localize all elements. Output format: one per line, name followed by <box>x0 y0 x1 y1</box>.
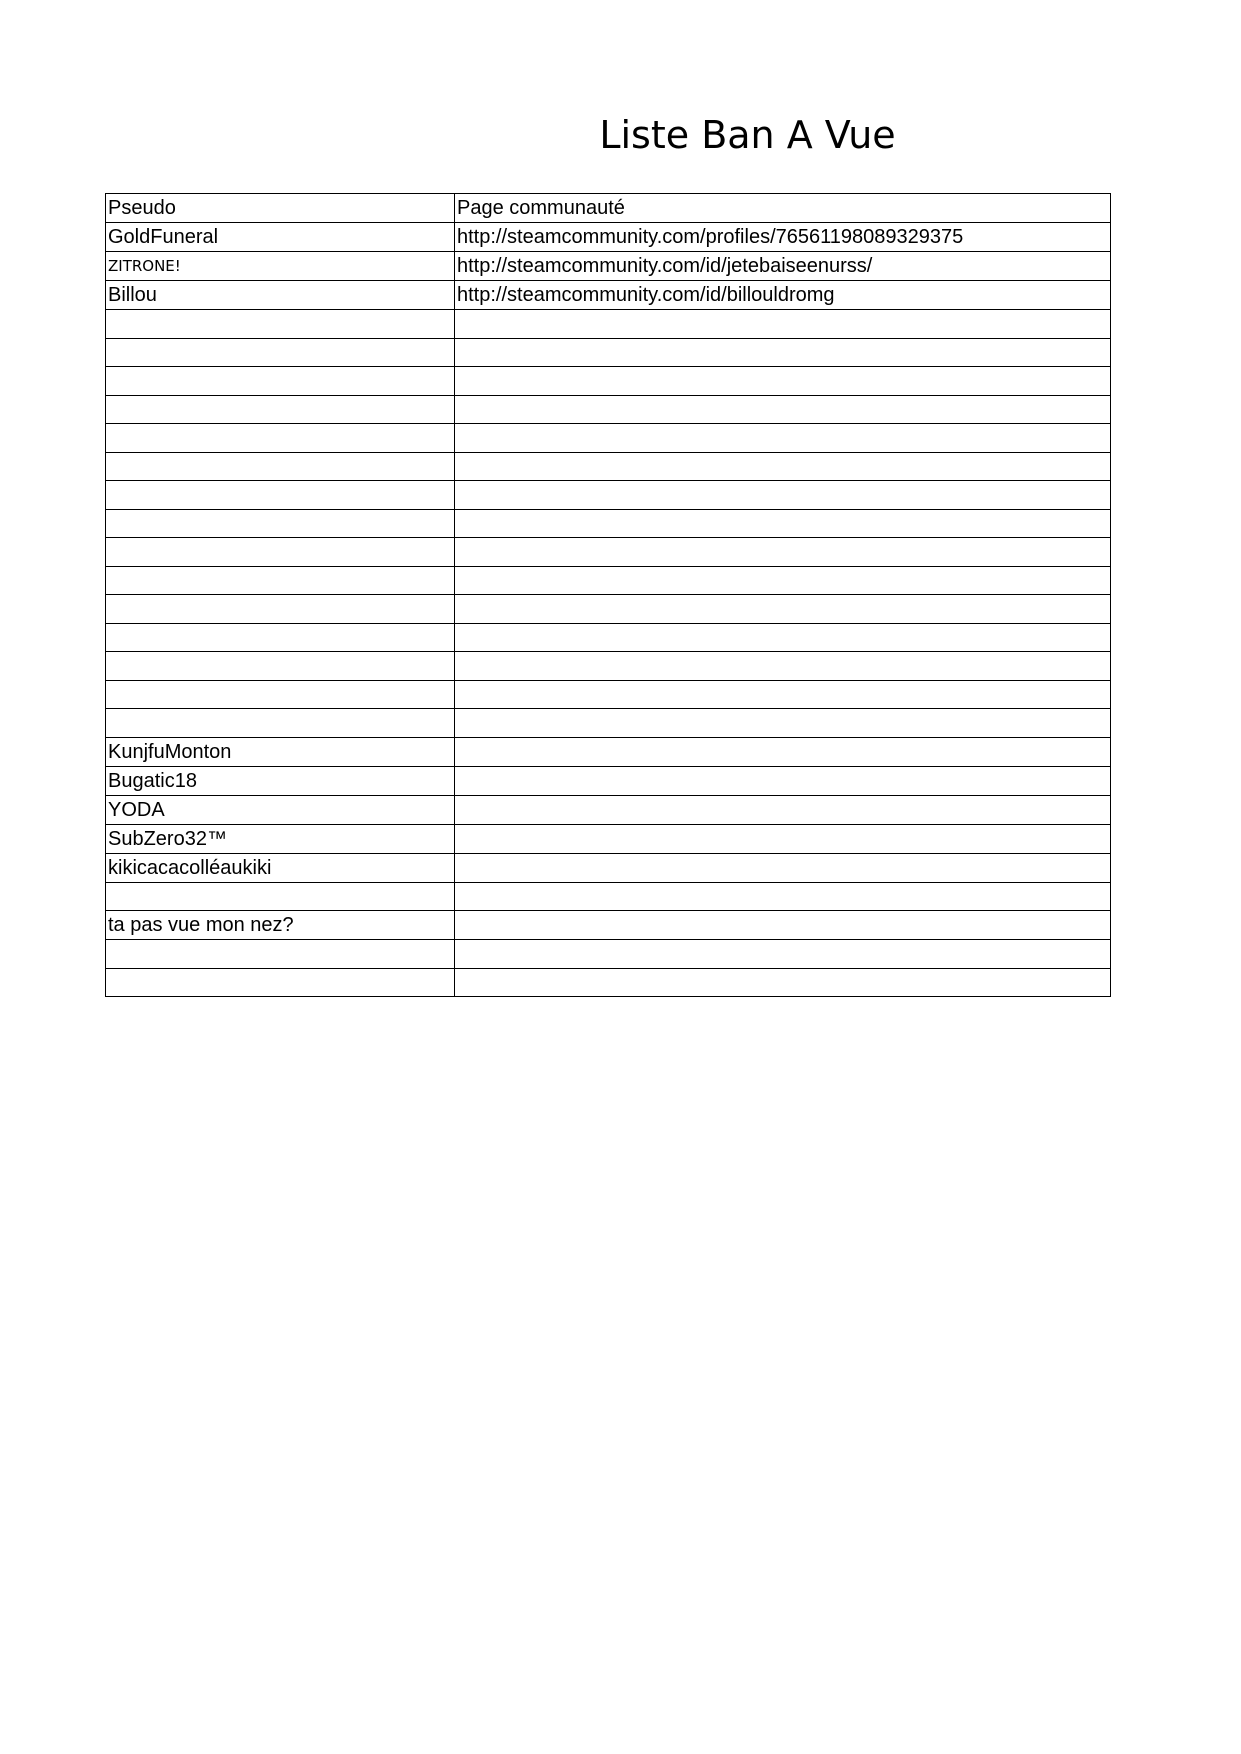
table-row <box>106 623 1111 652</box>
cell-pseudo: YODA <box>106 795 455 824</box>
cell-pseudo <box>106 680 455 709</box>
cell-page-communaute <box>455 338 1111 367</box>
table-row <box>106 652 1111 681</box>
table-row <box>106 395 1111 424</box>
cell-pseudo <box>106 595 455 624</box>
table-row <box>106 481 1111 510</box>
cell-pseudo <box>106 509 455 538</box>
cell-pseudo <box>106 882 455 911</box>
cell-page-communaute: http://steamcommunity.com/id/billouldromg <box>455 281 1111 310</box>
cell-page-communaute <box>455 452 1111 481</box>
table-row <box>106 566 1111 595</box>
cell-pseudo: KunjfuMonton <box>106 737 455 766</box>
table-row <box>106 911 1111 940</box>
cell-page-communaute <box>455 310 1111 339</box>
cell-pseudo <box>106 538 455 567</box>
cell-page-communaute <box>455 566 1111 595</box>
table-row <box>106 281 1111 310</box>
table-row <box>106 310 1111 339</box>
cell-pseudo <box>106 623 455 652</box>
table-header-row <box>106 194 1111 223</box>
ban-list-table <box>105 193 1111 997</box>
table-row <box>106 968 1111 997</box>
cell-pseudo: kikicacacolléaukiki <box>106 853 455 882</box>
cell-pseudo: Bugatic18 <box>106 766 455 795</box>
cell-page-communaute <box>455 652 1111 681</box>
cell-page-communaute: http://steamcommunity.com/profiles/76561198089329375 <box>455 223 1111 252</box>
table-row <box>106 709 1111 738</box>
cell-pseudo <box>106 395 455 424</box>
table-row <box>106 595 1111 624</box>
cell-page-communaute <box>455 623 1111 652</box>
cell-pseudo: Billou <box>106 281 455 310</box>
cell-pseudo <box>106 968 455 997</box>
table-row <box>106 338 1111 367</box>
cell-page-communaute <box>455 680 1111 709</box>
header-page-communaute: Page communauté <box>455 194 1111 223</box>
cell-page-communaute <box>455 940 1111 969</box>
table-row <box>106 940 1111 969</box>
cell-pseudo <box>106 709 455 738</box>
cell-pseudo: ZITRONE! <box>106 252 455 281</box>
cell-pseudo <box>106 940 455 969</box>
cell-page-communaute <box>455 481 1111 510</box>
table-row <box>106 252 1111 281</box>
table-row <box>106 509 1111 538</box>
cell-page-communaute <box>455 853 1111 882</box>
cell-page-communaute <box>455 709 1111 738</box>
cell-page-communaute <box>455 395 1111 424</box>
cell-page-communaute <box>455 795 1111 824</box>
cell-pseudo <box>106 652 455 681</box>
table-row <box>106 424 1111 453</box>
table-row <box>106 680 1111 709</box>
cell-page-communaute <box>455 424 1111 453</box>
table-row <box>106 538 1111 567</box>
cell-page-communaute <box>455 367 1111 396</box>
table-row <box>106 882 1111 911</box>
page-title: Liste Ban A Vue <box>599 113 896 157</box>
cell-pseudo <box>106 424 455 453</box>
table-row <box>106 737 1111 766</box>
cell-pseudo <box>106 367 455 396</box>
cell-page-communaute <box>455 595 1111 624</box>
cell-pseudo <box>106 338 455 367</box>
cell-page-communaute <box>455 824 1111 853</box>
cell-pseudo: ta pas vue mon nez? <box>106 911 455 940</box>
cell-page-communaute <box>455 968 1111 997</box>
cell-page-communaute <box>455 882 1111 911</box>
cell-pseudo <box>106 566 455 595</box>
table-row <box>106 853 1111 882</box>
cell-pseudo <box>106 481 455 510</box>
cell-pseudo: GoldFuneral <box>106 223 455 252</box>
header-pseudo: Pseudo <box>106 194 455 223</box>
cell-pseudo <box>106 452 455 481</box>
cell-page-communaute <box>455 509 1111 538</box>
cell-page-communaute <box>455 737 1111 766</box>
table-row <box>106 795 1111 824</box>
table-row <box>106 452 1111 481</box>
table-row <box>106 367 1111 396</box>
cell-pseudo: SubZero32™ <box>106 824 455 853</box>
cell-pseudo <box>106 310 455 339</box>
table-row <box>106 223 1111 252</box>
cell-page-communaute: http://steamcommunity.com/id/jetebaiseenurss/ <box>455 252 1111 281</box>
table-row <box>106 824 1111 853</box>
cell-page-communaute <box>455 911 1111 940</box>
cell-page-communaute <box>455 766 1111 795</box>
table-row <box>106 766 1111 795</box>
cell-page-communaute <box>455 538 1111 567</box>
